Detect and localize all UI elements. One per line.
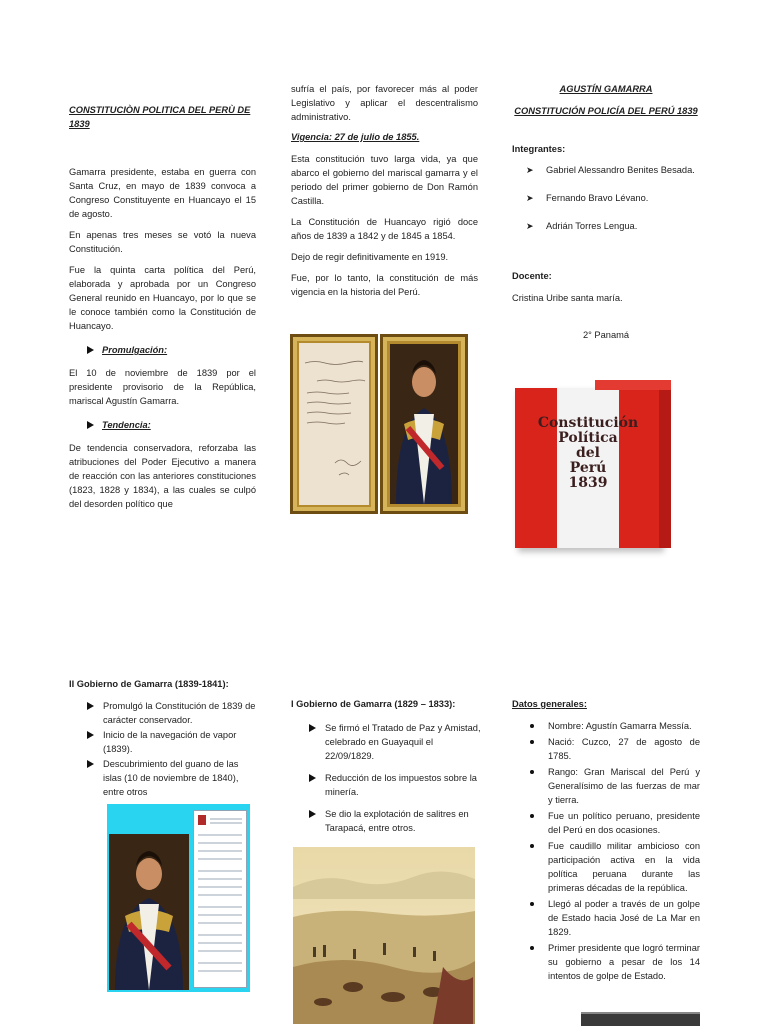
paragraph-continuation: sufría el país, por favorecer más al poder Legislativo y aplicar el descentralismo administrativo. <box>291 84 478 122</box>
card-lines-icon <box>194 811 246 987</box>
data-card <box>193 810 247 988</box>
integrantes-label: Integrantes: <box>512 144 566 154</box>
constitution-title: CONSTITUCIÒN POLITICA DEL PERÙ DE 1839 <box>69 105 251 129</box>
bottom-right <box>512 697 700 985</box>
promulgacion-text: El 10 de noviembre de 1839 por el presidente provisorio de la República, mariscal Agustín Gamarra. <box>69 368 256 406</box>
list-item: Nombre: Agustín Gamarra Messía. <box>512 719 700 733</box>
tendencia-text: De tendencia conservadora, reforzaba las atribuciones del Poder Ejecutivo a manera de reacción con las anteriores constituciones (1823, 1828 y 1834), a las cuales se culpó del desorden político que <box>69 443 256 509</box>
list-item: Fue un político peruano, presidente del Perú en dos ocasiones. <box>512 809 700 837</box>
bullet-dot-icon <box>530 814 534 818</box>
triangle-bullet-icon <box>87 760 94 768</box>
list-item: Rango: Gran Mariscal del Perú y Generalísimo de las fuerzas de mar y tierra. <box>512 765 700 807</box>
list-item: Descubrimiento del guano de las islas (10 de noviembre de 1840), entre otros <box>69 757 259 799</box>
battle-scene-icon <box>293 847 475 1024</box>
triangle-bullet-icon <box>309 724 316 732</box>
author-name: AGUSTÍN GAMARRA <box>559 84 653 94</box>
list-item: Inicio de la navegación de vapor (1839). <box>69 728 259 756</box>
bullet-dot-icon <box>530 740 534 744</box>
bullet-dot-icon <box>530 844 534 848</box>
paragraph-fifth-charter: Fue la quinta carta política del Perú, elaborada y aprobada por un Congreso General reunido en Huancayo, por lo que se le conoce también como la Constitución de Huancayo. <box>69 265 256 331</box>
triangle-bullet-icon <box>309 810 316 818</box>
list-item: Promulgó la Constitución de 1839 de carácter conservador. <box>69 699 259 727</box>
triangle-bullet-icon <box>309 774 316 782</box>
triangle-bullet-icon <box>87 731 94 739</box>
bullet-dot-icon <box>530 724 534 728</box>
general-data-title: Datos generales: <box>512 699 587 709</box>
list-item: Se firmó el Tratado de Paz y Amistad, celebrado en Guayaquil el 22/09/1829. <box>291 721 481 763</box>
docente-label: Docente: <box>512 271 552 281</box>
list-item: Llegó al poder a través de un golpe de Estado hacia José de La Mar en 1829. <box>512 897 700 939</box>
bullet-dot-icon <box>530 946 534 950</box>
paragraph-1919: Dejo de regir definitivamente en 1919. <box>291 252 449 262</box>
tendencia-heading: Tendencia: <box>87 418 256 432</box>
first-government-title: I Gobierno de Gamarra (1829 – 1833): <box>291 699 456 709</box>
general-data-list <box>512 719 700 983</box>
list-item: Primer presidente que logró terminar su gobierno a pesar de los 14 intentos de golpe de Estado. <box>512 941 700 983</box>
triangle-bullet-icon <box>87 702 94 710</box>
bullet-dot-icon <box>530 770 534 774</box>
docente-name: Cristina Uribe santa maría. <box>512 293 623 303</box>
grade-label: 2° Panamá <box>582 330 630 340</box>
integrante-item: ➤ Gabriel Alessandro Benites Besada. <box>526 165 695 175</box>
portrait-frame <box>380 334 468 514</box>
integrante-item: ➤ Adrián Torres Lengua. <box>526 221 638 231</box>
portrait-figure-icon <box>390 344 458 504</box>
column-left <box>69 103 256 518</box>
list-item: Se dio la explotación de salitres en Tarapacá, entre otros. <box>291 807 481 835</box>
document-frame <box>290 334 378 514</box>
triangle-bullet-icon <box>87 421 94 429</box>
second-government-title: II Gobierno de Gamarra (1839-1841): <box>69 679 229 689</box>
constitution-book <box>513 380 673 550</box>
bullet-dot-icon <box>530 902 534 906</box>
gamarra-portrait <box>390 344 458 504</box>
battle-painting <box>293 847 475 1024</box>
framed-pictures <box>290 334 467 514</box>
promulgacion-heading: Promulgación: <box>87 343 256 357</box>
brochure-subtitle: CONSTITUCIÓN POLICÍA DEL PERÚ 1839 <box>514 106 698 116</box>
list-item: Nació: Cuzco, 27 de agosto de 1785. <box>512 735 700 763</box>
book-spine-top <box>595 380 671 390</box>
paragraph-three-months: En apenas tres meses se votó la nueva Constitución. <box>69 230 256 254</box>
integrante-item: ➤ Fernando Bravo Lévano. <box>526 193 649 203</box>
triangle-bullet-icon <box>87 346 94 354</box>
portrait-painting <box>109 834 189 990</box>
arrowhead-bullet-icon: ➤ <box>526 221 534 231</box>
gamarra-panel <box>107 804 250 992</box>
manuscript-image <box>299 343 369 505</box>
paragraph-long-life: Esta constitución tuvo larga vida, ya que abarco el gobierno del mariscal gamarra y el periodo del primer gobierno de Don Ramón Castilla. <box>291 154 478 206</box>
paragraph-gamarra-president: Gamarra presidente, estaba en guerra con Santa Cruz, en mayo de 1839 convoca a Congreso Constituyente en Huancayo el 15 de agosto. <box>69 167 256 219</box>
paragraph-huancayo-years: La Constitución de Huancayo rigió doce años de 1839 a 1842 y de 1845 a 1854. <box>291 217 478 241</box>
portrait-figure-icon <box>109 834 189 990</box>
bottom-middle <box>291 697 481 842</box>
bottom-left <box>69 677 259 806</box>
book-title: Constitución Política del Perú 1839 <box>537 415 639 491</box>
list-item: Fue caudillo militar ambicioso con participación activa en la vida política peruana durante las primeras décadas de la república. <box>512 839 700 895</box>
paragraph-most-valid: Fue, por lo tanto, la constitución de más vigencia en la historia del Perú. <box>291 273 478 297</box>
arrowhead-bullet-icon: ➤ <box>526 165 534 175</box>
vigencia-heading: Vigencia: 27 de julio de 1855. <box>291 132 420 142</box>
column-right <box>512 82 700 342</box>
arrowhead-bullet-icon: ➤ <box>526 193 534 203</box>
column-middle <box>291 82 478 306</box>
handwriting-icon <box>299 343 369 505</box>
list-item: Reducción de los impuestos sobre la minería. <box>291 771 481 799</box>
